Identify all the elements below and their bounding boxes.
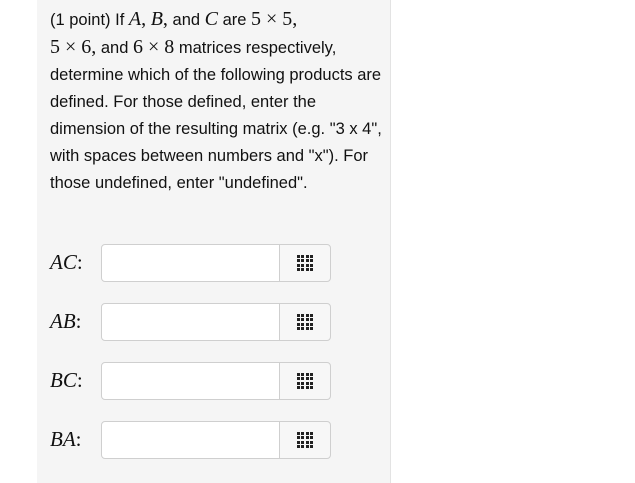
matrix-b-symbol: B xyxy=(150,8,163,30)
and-word-2: and xyxy=(100,39,129,57)
if-word: If xyxy=(115,11,125,29)
answer-row-ba xyxy=(50,421,340,461)
answer-input-ab[interactable] xyxy=(101,303,280,341)
matrix-button-ab[interactable] xyxy=(279,303,331,341)
and-word-1: and xyxy=(172,11,201,29)
dimension-b: 5 × 6, xyxy=(50,36,97,58)
answer-row-ac xyxy=(50,244,340,284)
matrix-button-ac[interactable] xyxy=(279,244,331,282)
answer-input-ac[interactable] xyxy=(101,244,280,282)
answer-label-ac: AC: xyxy=(50,250,83,274)
problem-instructions: matrices respectively, determine which of the following products are defined. For those defined, enter the dimension of the resulting matrix (e.g. "3 x 4", with spaces between numbers and "x"). For those undefined, enter "undefined". xyxy=(50,39,382,192)
problem-statement: (1 point) If A, B, and C are 5 × 5, 5 × 6, and 6 × 8 matrices respectively, determine which of the following products are defined. For those defined, enter the dimension of the resulting matrix (e.g. "3 x 4", with spaces between numbers and "x"). For those undefined, enter "undefined". xyxy=(50,8,382,192)
dimension-a: 5 × 5, xyxy=(251,8,298,30)
dimension-c: 6 × 8 xyxy=(133,36,175,58)
matrix-grid-icon xyxy=(297,314,314,331)
answer-label-ab: AB: xyxy=(50,309,82,333)
matrix-a-symbol: A xyxy=(128,8,142,30)
matrix-button-ba[interactable] xyxy=(279,421,331,459)
answer-label-bc: BC: xyxy=(50,368,83,392)
matrix-button-bc[interactable] xyxy=(279,362,331,400)
matrix-grid-icon xyxy=(297,255,314,272)
matrix-c-symbol: C xyxy=(204,8,218,30)
answer-input-ba[interactable] xyxy=(101,421,280,459)
are-word: are xyxy=(222,11,247,29)
matrix-grid-icon xyxy=(297,373,314,390)
answer-row-ab xyxy=(50,303,340,343)
matrix-grid-icon xyxy=(297,432,314,449)
points-label: (1 point) xyxy=(50,11,111,29)
answer-input-bc[interactable] xyxy=(101,362,280,400)
answer-label-ba: BA: xyxy=(50,427,82,451)
answer-row-bc xyxy=(50,362,340,402)
